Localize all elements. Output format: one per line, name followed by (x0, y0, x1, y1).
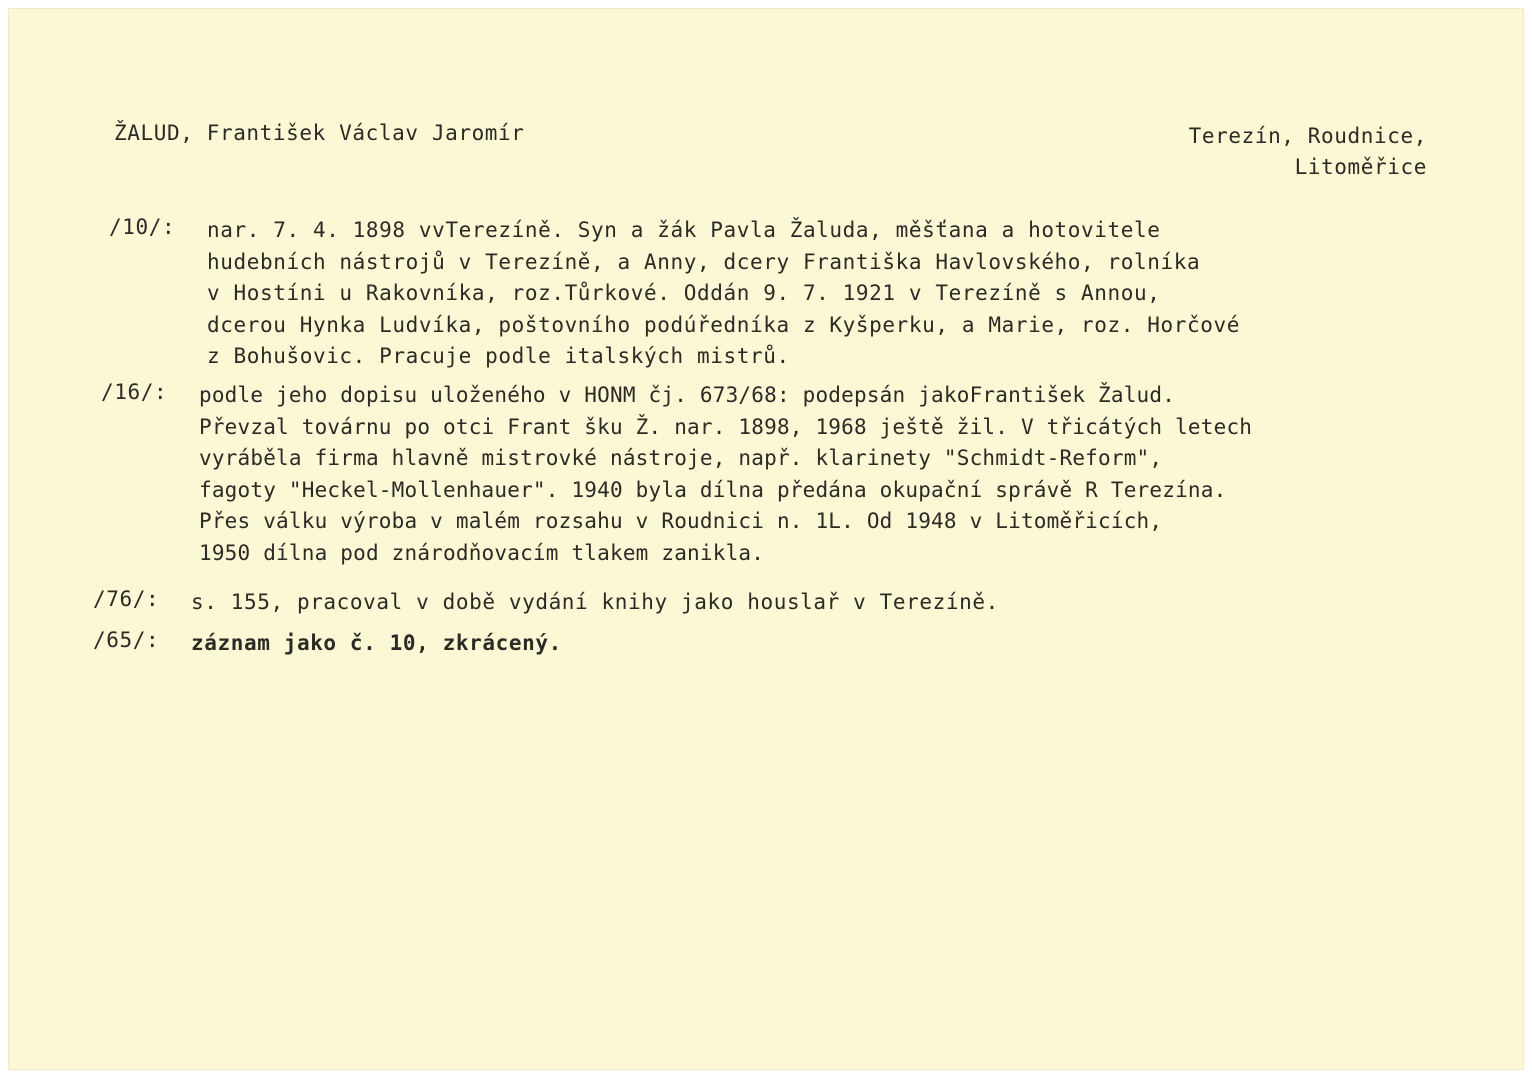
text-line: s. 155, pracoval v době vydání knihy jako houslař v Terezíně. (191, 590, 999, 614)
entry-ref: /76/: (93, 587, 160, 611)
entry-text (207, 215, 1240, 373)
entry-text (199, 380, 1252, 569)
text-line: dcerou Hynka Ludvíka, poštovního podúředníka z Kyšperku, a Marie, roz. Horčové (207, 312, 1240, 337)
index-card (8, 8, 1524, 1070)
text-line: nar. 7. 4. 1898 vvTerezíně. Syn a žák Pavla Žaluda, měšťana a hotovitele (207, 218, 1161, 242)
places-line-2: Litoměřice (1294, 155, 1427, 179)
entry-ref: /16/: (101, 380, 168, 404)
entry-ref: /10/: (109, 215, 176, 239)
text-line: v Hostíni u Rakovníka, roz.Tůrkové. Oddán 9. 7. 1921 v Terezíně s Annou, (207, 281, 1161, 305)
text-line: vyráběla firma hlavně mistrovké nástroje, např. klarinety "Schmidt-Reform", (199, 446, 1163, 470)
text-line: Převzal továrnu po otci Frant šku Ž. nar. 1898, 1968 ještě žil. V třicátých letech (199, 414, 1253, 439)
text-line: Přes válku výroba v malém rozsahu v Roudnici n. 1L. Od 1948 v Litoměřicích, (199, 509, 1163, 533)
text-line: z Bohušovic. Pracuje podle italských mistrů. (207, 344, 790, 368)
text-line: záznam jako č. 10, zkrácený. (191, 631, 562, 655)
places-line-1: Terezín, Roudnice, (1188, 124, 1427, 148)
entry-text (191, 587, 999, 619)
text-line: hudebních nástrojů v Terezíně, a Anny, dcery Františka Havlovského, rolníka (207, 249, 1201, 274)
entry-text (191, 628, 562, 660)
text-line: 1950 dílna pod znárodňovacím tlakem zanikla. (199, 540, 765, 565)
entry-ref: /65/: (93, 628, 160, 652)
text-line: podle jeho dopisu uloženého v HONM čj. 673/68: podepsán jakoFrantišek Žalud. (199, 383, 1176, 407)
person-name: ŽALUD, František Václav Jaromír (114, 121, 525, 145)
text-line: fagoty "Heckel-Mollenhauer". 1940 byla dílna předána okupační správě R Terezína. (199, 477, 1227, 502)
places (1189, 121, 1427, 183)
